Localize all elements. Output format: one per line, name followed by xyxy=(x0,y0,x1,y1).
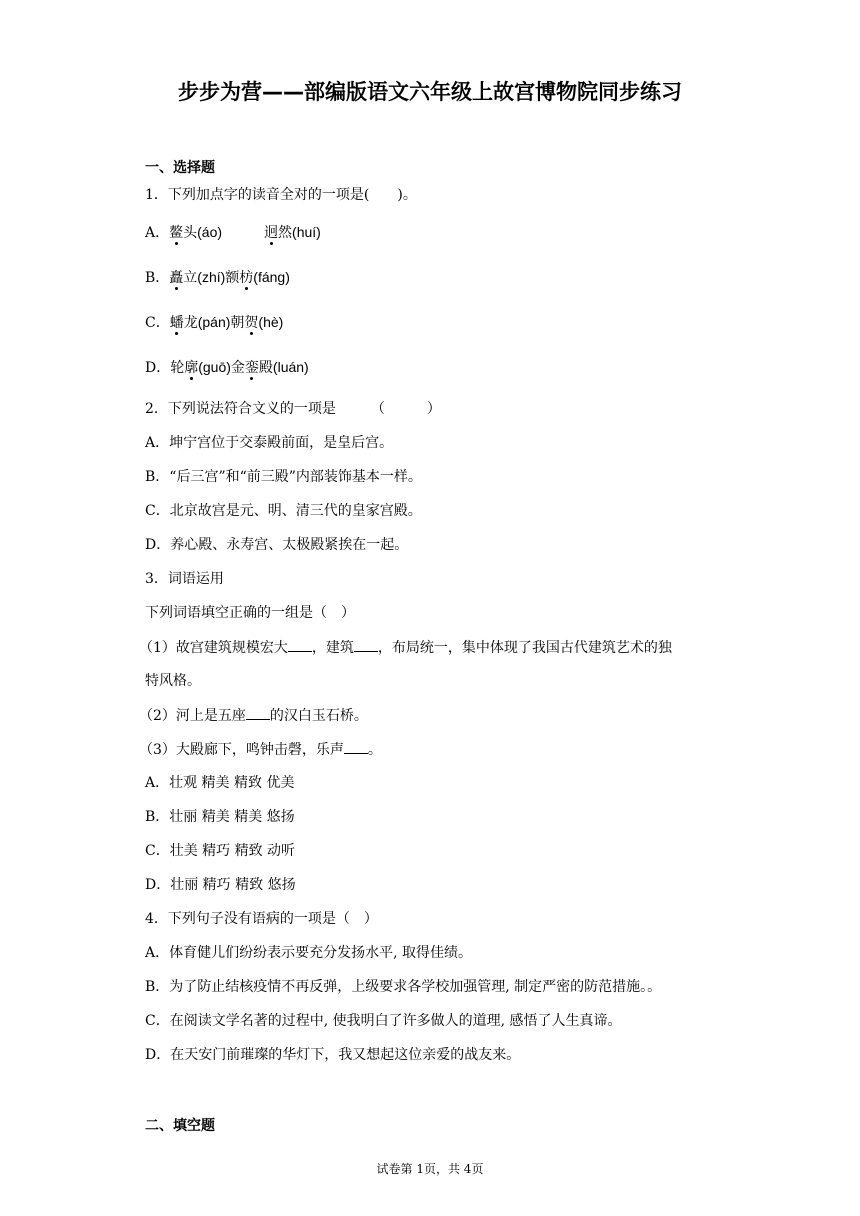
sentence-text: ，布局统一，集中体现了我国古代建筑艺术的独 xyxy=(377,640,672,656)
sentence-text: （3）大殿廊下，鸣钟击磬，乐声 xyxy=(139,742,344,758)
sentence-text: 的汉白玉石桥。 xyxy=(269,708,368,724)
question-2-option-a: A．坤宁宫位于交泰殿前面，是皇后宫。 xyxy=(145,435,394,451)
fill-blank[interactable] xyxy=(246,706,270,720)
question-2-option-b: B．“后三宫”和“前三殿”内部装饰基本一样。 xyxy=(145,469,422,485)
option-label: C． xyxy=(145,315,170,331)
question-4-option-a: A．体育健儿们纷纷表示要充分发扬水平, 取得佳绩。 xyxy=(145,945,473,961)
sentence-text: （2）河上是五座 xyxy=(139,708,246,724)
option-text: 头(áo) xyxy=(183,224,223,240)
question-3-sentence-1-continued: 特风格。 xyxy=(145,673,201,689)
dotted-char: 銮 xyxy=(244,360,259,376)
option-text: (fánɡ) xyxy=(253,269,290,285)
option-text: 立(zhí)额 xyxy=(183,269,240,285)
question-3-option-a: A．壮观 精美 精致 优美 xyxy=(145,775,295,791)
question-2-option-c: C．北京故宫是元、明、清三代的皇家宫殿。 xyxy=(145,503,422,519)
option-label: A． xyxy=(145,225,170,241)
question-3-instruction: 下列词语填空正确的一组是（ ） xyxy=(145,605,355,621)
dotted-char: 枋 xyxy=(239,270,254,286)
fill-blank[interactable] xyxy=(354,638,378,652)
sentence-text: ，建筑 xyxy=(311,640,354,656)
question-1-option-d xyxy=(145,358,309,377)
dotted-char: 矗 xyxy=(169,270,184,286)
question-1-stem: 1．下列加点字的读音全对的一项是( )。 xyxy=(145,187,417,203)
question-1-option-a xyxy=(145,223,321,242)
option-text: 然(huí) xyxy=(278,224,321,240)
question-3-sentence-3 xyxy=(139,740,382,759)
option-label: D． xyxy=(145,360,171,376)
question-3-option-b: B．壮丽 精美 精美 悠扬 xyxy=(145,809,295,825)
question-3-stem: 3．词语运用 xyxy=(145,571,224,587)
section-heading-choice: 一、选择题 xyxy=(145,160,215,176)
question-2-option-d: D．养心殿、永寿宫、太极殿紧挨在一起。 xyxy=(145,537,409,553)
sentence-text: （1）故宫建筑规模宏大 xyxy=(139,640,288,656)
question-3-sentence-1 xyxy=(139,638,672,657)
option-text: (ɡuō)金 xyxy=(198,359,245,375)
question-3-option-d: D．壮丽 精巧 精致 悠扬 xyxy=(145,877,296,893)
dotted-char: 贺 xyxy=(244,315,259,331)
dotted-char: 鳌 xyxy=(169,225,184,241)
page-footer: 试卷第 1页，共 4页 xyxy=(376,1162,484,1176)
question-2-stem: 2．下列说法符合文义的一项是 （ ） xyxy=(145,401,441,417)
option-text: (hè) xyxy=(258,314,284,330)
page-title: 步步为营——部编版语文六年级上故宫博物院同步练习 xyxy=(178,80,682,104)
section-heading-fill-in: 二、填空题 xyxy=(145,1118,215,1134)
option-label: B． xyxy=(145,270,170,286)
question-4-stem: 4．下列句子没有语病的一项是（ ） xyxy=(145,911,378,927)
dotted-char: 廓 xyxy=(184,360,199,376)
question-4-option-d: D．在天安门前璀璨的华灯下，我又想起这位亲爱的战友来。 xyxy=(145,1047,521,1063)
question-4-option-b: B．为了防止结核疫情不再反弹，上级要求各学校加强管理, 制定严密的防范措施。。 xyxy=(145,979,662,995)
question-3-sentence-2 xyxy=(139,706,368,725)
option-text: 轮 xyxy=(170,360,185,376)
fill-blank[interactable] xyxy=(288,638,312,652)
sentence-text: 。 xyxy=(367,742,382,758)
dotted-char: 迥 xyxy=(264,225,279,241)
dotted-char: 蟠 xyxy=(169,315,184,331)
option-text: 殿(luán) xyxy=(258,359,309,375)
fill-blank[interactable] xyxy=(344,740,368,754)
option-gap xyxy=(222,225,264,241)
question-4-option-c: C．在阅读文学名著的过程中, 使我明白了许多做人的道理, 感悟了人生真谛。 xyxy=(145,1013,622,1029)
question-1-option-c xyxy=(145,313,283,332)
option-text: 龙(pán)朝 xyxy=(183,314,245,330)
question-1-option-b xyxy=(145,268,290,287)
question-3-option-c: C．壮美 精巧 精致 动听 xyxy=(145,843,296,859)
